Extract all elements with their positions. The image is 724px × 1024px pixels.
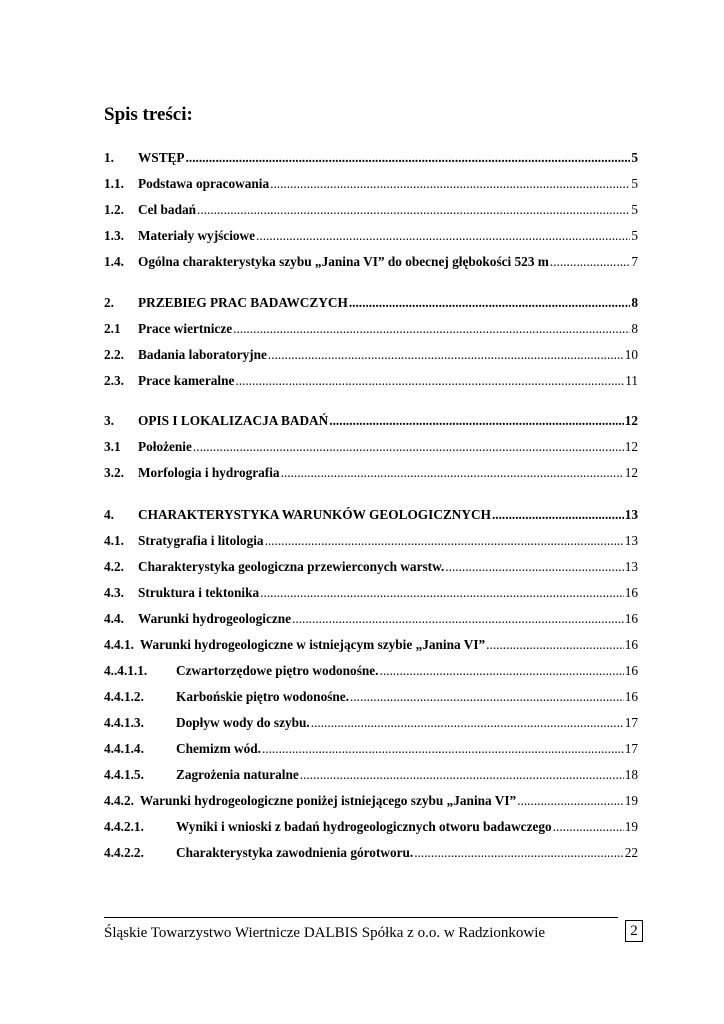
toc-entry-number: 4.4.2.1. [104, 819, 144, 834]
toc-entry-label: Podstawa opracowania [138, 176, 270, 191]
toc-entry-number: 3. [104, 413, 114, 428]
toc-entry-label: Charakterystyka geologiczna przewierconych warstw. [138, 559, 445, 574]
toc-leader-dots [281, 465, 624, 481]
toc-entry-page: 16 [624, 637, 638, 652]
toc-entry-number: 4.4.2. [104, 793, 134, 808]
toc-entry-label: Wyniki i wnioski z badań hydrogeologicznych otworu badawczego [176, 819, 552, 834]
toc-entry-number: 4.4.2.2. [104, 845, 144, 860]
toc-entry[interactable] [104, 715, 638, 733]
toc-leader-dots [350, 689, 624, 705]
toc-entry-page: 13 [624, 533, 638, 548]
toc-entry-number: 4. [104, 507, 114, 522]
toc-entry-number: 4.3. [104, 585, 124, 600]
toc-leader-dots [486, 637, 624, 653]
toc-entry-number: 1.2. [104, 202, 124, 217]
toc-entry-number: 3.1 [104, 439, 121, 454]
toc-entry[interactable] [104, 533, 638, 551]
toc-leader-dots [492, 507, 624, 523]
toc-leader-dots [256, 228, 630, 244]
toc-entry[interactable] [104, 585, 638, 603]
toc-entry[interactable] [104, 663, 638, 681]
toc-entry-page: 16 [624, 689, 638, 704]
toc-leader-dots [270, 176, 630, 192]
toc-entry-label: Prace wiertnicze [138, 321, 233, 336]
toc-entry-page: 19 [624, 819, 638, 834]
toc-leader-dots [445, 559, 623, 575]
toc-entry-page: 13 [624, 507, 638, 522]
toc-entry-label: Warunki hydrogeologiczne w istniejącym szybie „Janina VI” [139, 637, 486, 652]
toc-entry-page: 16 [624, 663, 638, 678]
toc-entry-page: 8 [631, 321, 638, 336]
toc-entry-number: 1.3. [104, 228, 124, 243]
toc-leader-dots [260, 585, 624, 601]
toc-entry-page: 22 [624, 845, 638, 860]
toc-entry-label: Położenie [138, 439, 192, 454]
toc-entry-page: 17 [624, 715, 638, 730]
toc-entry-number: 2. [104, 295, 114, 310]
toc-entry-page: 19 [624, 793, 638, 808]
toc-entry[interactable] [104, 373, 638, 391]
toc-entry-label: Czwartorzędowe piętro wodonośne. [176, 663, 379, 678]
toc-leader-dots [292, 611, 624, 627]
toc-entry[interactable] [104, 819, 638, 837]
toc-entry[interactable] [104, 347, 638, 365]
toc-entry-label: PRZEBIEG PRAC BADAWCZYCH [138, 295, 348, 310]
toc-leader-dots [186, 150, 631, 166]
toc-entry-label: Charakterystyka zawodnienia górotworu. [176, 845, 414, 860]
toc-entry-number: 1. [104, 150, 114, 165]
toc-leader-dots [517, 793, 624, 809]
toc-leader-dots [329, 413, 623, 429]
toc-entry[interactable] [104, 741, 638, 759]
toc-entry-page: 8 [631, 295, 638, 310]
toc-entry[interactable] [104, 611, 638, 629]
toc-leader-dots [311, 715, 624, 731]
footer-text: Śląskie Towarzystwo Wiertnicze DALBIS Spółka z o.o. w Radzionkowie [104, 925, 546, 941]
toc-entry-label: Cel badań [138, 202, 197, 217]
toc-title: Spis treści: [104, 104, 193, 125]
toc-entry-number: 4.4.1.3. [104, 715, 144, 730]
toc-entry-label: Zagrożenia naturalne [176, 767, 299, 782]
toc-entry-label: Ogólna charakterystyka szybu „Janina VI” do obecnej głębokości 523 m [138, 254, 549, 269]
toc-entry[interactable] [104, 767, 638, 785]
toc-entry-page: 17 [624, 741, 638, 756]
toc-entry[interactable] [104, 176, 638, 194]
toc-entry-label: Morfologia i hydrografia [138, 465, 280, 480]
toc-entry[interactable] [104, 439, 638, 457]
toc-entry-number: 4.4.1.5. [104, 767, 144, 782]
toc-leader-dots [233, 321, 630, 337]
toc-entry[interactable] [104, 465, 638, 483]
toc-leader-dots [414, 845, 623, 861]
toc-entry-page: 12 [624, 439, 638, 454]
toc-entry-number: 1.4. [104, 254, 124, 269]
toc-entry[interactable] [104, 689, 638, 707]
toc-entry-page: 18 [624, 767, 638, 782]
toc-entry-label: CHARAKTERYSTYKA WARUNKÓW GEOLOGICZNYCH [138, 507, 491, 522]
toc-entry[interactable] [104, 793, 638, 811]
toc-leader-dots [380, 663, 624, 679]
footer-divider [104, 917, 618, 918]
toc-entry-label: Materiały wyjściowe [138, 228, 256, 243]
toc-entry-label: OPIS I LOKALIZACJA BADAŃ [138, 413, 329, 428]
page-number: 2 [625, 920, 643, 942]
toc-entry-number: 2.3. [104, 373, 124, 388]
toc-leader-dots [197, 202, 630, 218]
toc-entry-number: 4.2. [104, 559, 124, 574]
toc-entry-page: 5 [631, 150, 638, 165]
toc-entry-label: Struktura i tektonika [138, 585, 260, 600]
toc-entry-number: 2.2. [104, 347, 124, 362]
toc-entry-page: 13 [624, 559, 638, 574]
toc-entry-number: 4.4. [104, 611, 124, 626]
toc-leader-dots [300, 767, 624, 783]
toc-entry-page: 11 [625, 373, 638, 388]
toc-entry-number: 3.2. [104, 465, 124, 480]
toc-leader-dots [553, 819, 624, 835]
toc-leader-dots [262, 741, 624, 757]
toc-entry-label: Chemizm wód. [176, 741, 261, 756]
toc-entry-label: Karbońskie piętro wodonośne. [176, 689, 350, 704]
toc-leader-dots [265, 533, 624, 549]
toc-entry-page: 10 [624, 347, 638, 362]
toc-entry-label: Stratygrafia i litologia [138, 533, 264, 548]
toc-entry-number: 1.1. [104, 176, 124, 191]
toc-entry-label: WSTĘP [138, 150, 185, 165]
toc-leader-dots [193, 439, 624, 455]
toc-entry-number: 4.4.1.2. [104, 689, 144, 704]
toc-entry[interactable] [104, 295, 638, 313]
toc-entry-page: 16 [624, 611, 638, 626]
toc-entry[interactable] [104, 637, 638, 655]
toc-entry-page: 16 [624, 585, 638, 600]
toc-entry-label: Warunki hydrogeologiczne poniżej istniejącego szybu „Janina VI” [139, 793, 517, 808]
toc-entry-number: 4.4.1.4. [104, 741, 144, 756]
toc-entry-number: 2.1 [104, 321, 121, 336]
toc-entry-label: Badania laboratoryjne [138, 347, 267, 362]
toc-entry-page: 5 [631, 228, 638, 243]
toc-entry-number: 4..4.1.1. [104, 663, 148, 678]
toc-entry[interactable] [104, 845, 638, 863]
toc-entry-label: Warunki hydrogeologiczne [138, 611, 292, 626]
toc-leader-dots [235, 373, 624, 389]
toc-entry-page: 12 [624, 413, 638, 428]
toc-entry-page: 7 [631, 254, 638, 269]
toc-entry-page: 5 [631, 202, 638, 217]
toc-entry[interactable] [104, 321, 638, 339]
toc-entry-label: Prace kameralne [138, 373, 235, 388]
toc-leader-dots [349, 295, 631, 311]
toc-entry[interactable] [104, 507, 638, 525]
toc-entry[interactable] [104, 202, 638, 220]
toc-entry-number: 4.4.1. [104, 637, 134, 652]
toc-entry[interactable] [104, 150, 638, 168]
toc-entry-page: 5 [631, 176, 638, 191]
toc-leader-dots [268, 347, 624, 363]
toc-entry[interactable] [104, 413, 638, 431]
toc-entry[interactable] [104, 254, 638, 272]
toc-entry-number: 4.1. [104, 533, 124, 548]
toc-leader-dots [550, 254, 630, 270]
toc-entry-page: 12 [624, 465, 638, 480]
toc-entry[interactable] [104, 228, 638, 246]
toc-entry-label: Dopływ wody do szybu. [176, 715, 310, 730]
toc-entry[interactable] [104, 559, 638, 577]
